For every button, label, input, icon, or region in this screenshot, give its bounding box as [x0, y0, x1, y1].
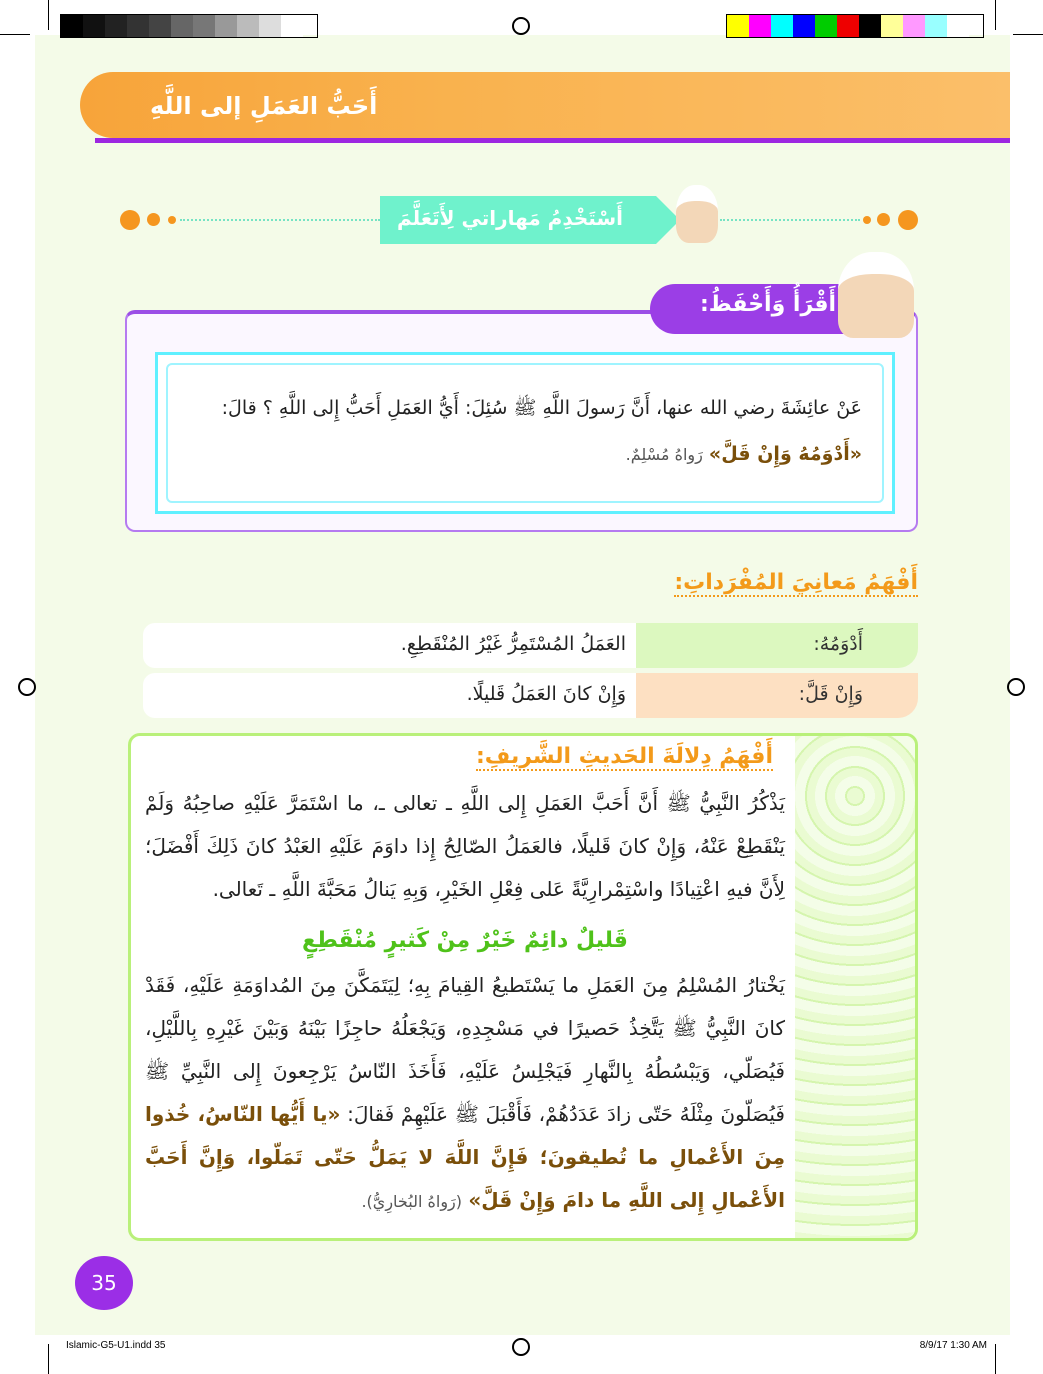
meaning-box	[128, 733, 918, 1241]
crop-mark	[995, 0, 996, 30]
skills-banner-text: أَسْتَخْدِمُ مَهاراتي لِأَتَعَلَّمَ	[397, 206, 623, 230]
dot	[898, 210, 918, 230]
title-underline	[95, 138, 1010, 143]
dot	[863, 216, 871, 224]
hadith-frame	[155, 352, 895, 514]
dotted-line	[180, 219, 380, 221]
vocab-heading: أَفْهَمُ مَعانِيَ المُفْرَداتِ:	[674, 570, 918, 595]
hadith-text	[198, 385, 862, 478]
vocab-row	[143, 673, 918, 718]
meaning-heading: أَفْهَمُ دِلالَةَ الحَديثِ الشَّريفِ:	[475, 744, 773, 769]
dot	[877, 213, 890, 226]
footer-date: 8/9/17 1:30 AM	[919, 1340, 987, 1351]
crop-mark	[0, 34, 30, 35]
registration-mark-icon	[1007, 678, 1025, 696]
boy-thinking-illustration	[676, 185, 718, 243]
hadith-intro: عَنْ عائِشَةَ رضي الله عنها، أَنَّ رَسولَ اللَّهِ ﷺ سُئِلَ: أَيُّ العَمَلِ أَحَبُّ إِلى اللَّهِ ؟ قالَ:	[221, 397, 862, 419]
crop-mark	[1013, 34, 1043, 35]
vocab-term: وَإِنْ قَلَّ:	[636, 673, 918, 718]
hadith-source: رَواهُ مُسْلِمٌ.	[625, 445, 703, 464]
boy-reading-illustration	[838, 252, 914, 338]
vocab-definition: العَمَلُ المُسْتَمِرُّ غَيْرُ المُنْقَطِعِ.	[143, 623, 636, 668]
vocab-definition: وَإِنْ كانَ العَمَلُ قَليلًا.	[143, 673, 636, 718]
decorative-pattern	[795, 736, 915, 1238]
dot	[120, 210, 140, 230]
page-title: أَحَبُّ العَمَلِ إلى اللَّهِ	[150, 92, 378, 120]
page-number: 35	[75, 1256, 133, 1310]
grayscale-bar	[60, 14, 318, 38]
paragraph-2	[145, 964, 785, 1223]
registration-mark-icon	[512, 17, 530, 35]
vocab-term: أَدْوَمُهُ:	[636, 623, 918, 668]
dot	[168, 216, 176, 224]
read-memorize-title: أَقْرَأُ وَأَحْفَظُ:	[700, 292, 837, 317]
hadith-quote: «أَدْوَمُهُ وَإِنْ قَلَّ»	[708, 443, 862, 465]
paragraph-1: يَذْكُرُ النَّبِيُّ ﷺ أَنَّ أَحَبَّ العَمَلِ إِلى اللَّهِ ـ تعالى ـ، ما اسْتَمَرَّ عَلَيْهِ صاحِبُهُ وَلَمْ يَنْقَطِعْ عَنْهُ، وَإِنْ كانَ قَليلًا، فالعَمَلُ الصّالِحُ إِذا داوَمَ عَلَيْهِ العَبْدُ كانَ ذَلِكَ أَفْضَلَ؛ لِأَنَّ فيهِ اعْتِيادًا واسْتِمْرارِيَّةً عَلى فِعْلِ الخَيْرِ، وَبِهِ يَنالُ مَحَبَّةَ اللَّهِ ـ تَعالى.	[145, 791, 785, 901]
footer-file: Islamic-G5-U1.indd 35	[66, 1340, 166, 1351]
vocab-row	[143, 623, 918, 668]
crop-mark	[995, 1344, 996, 1374]
hadith-quote-2: «يا أَيُّها النّاسُ، خُذوا مِنَ الأَعْمالِ ما تُطيقونَ؛ فَإِنَّ اللَّهَ لا يَمَلُّ حَتّى تَمَلّوا، وَإِنَّ أَحَبَّ الأَعْمالِ إِلى اللَّهِ ما دامَ وَإِنْ قَلَّ»	[145, 1102, 785, 1212]
dotted-line	[720, 219, 860, 221]
paragraph-2-text: يَخْتارُ المُسْلِمُ مِنَ العَمَلِ ما يَسْتَطيعُ القِيامَ بِهِ؛ لِيَتَمَكَّنَ مِنَ المُداوَمَةِ عَلَيْهِ، فَقَدْ كانَ النَّبِيُّ ﷺ يَتَّخِذُ حَصيرًا في مَسْجِدِهِ، وَيَجْعَلُهُ حاجِزًا بَيْنَهُ وَبَيْنَ غَيْرِهِ بِاللَّيْلِ، فَيُصَلّي، وَيَبْسُطُهُ بِالنَّهارِ فَيَجْلِسُ عَلَيْهِ، فَأَخَذَ النّاسُ يَرْجِعونَ إِلى النَّبِيِّ ﷺ فَيُصَلّونَ مِثْلَهُ حَتّى زادَ عَدَدُهُمْ، فَأَقْبَلَ ﷺ عَلَيْهِمْ فَقالَ:	[145, 973, 785, 1126]
subheading: قَليلٌ دائِمٌ خَيْرٌ مِنْ كَثيرٍ مُنْقَطِعٍ	[302, 928, 628, 953]
color-bar	[726, 14, 984, 38]
crop-mark	[48, 1344, 49, 1374]
hadith-source-2: (رَواهُ البُخارِيُّ).	[361, 1192, 463, 1211]
crop-mark	[48, 0, 49, 30]
dot	[147, 213, 160, 226]
registration-mark-icon	[512, 1338, 530, 1356]
registration-mark-icon	[18, 678, 36, 696]
